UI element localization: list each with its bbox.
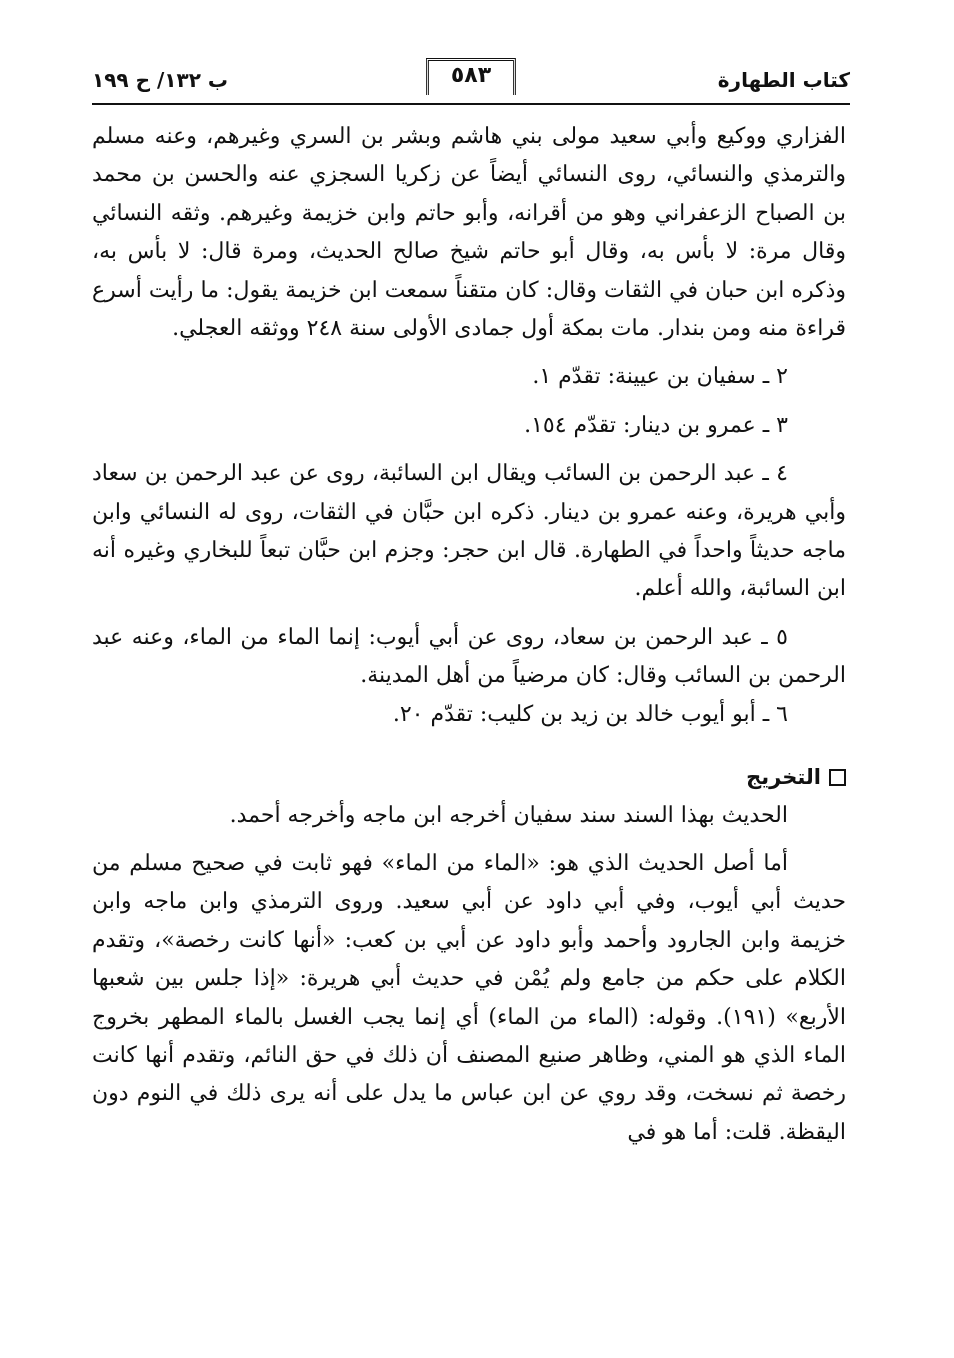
paragraph-narrator-bio: الفزاري ووكيع وأبي سعيد مولى بني هاشم وبشر بن السري وغيرهم، وعنه مسلم والترمذي والنسائي، روى النسائي أيضاً عن زكريا السجزي عنه والحسن بن محمد بن الصباح الزعفراني وهو من أقرانه، وأبو حاتم وابن خزيمة وغيرهم. وثقه النسائي وقال مرة: لا بأس به، وقال أبو حاتم شيخ صالح الحديث، ومرة قال: لا بأس به، وذكره ابن حبان في الثقات وقال: كان متقناً سمعت ابن خزيمة يقول: ما رأيت أسرع قراءة منه ومن بندار. مات بمكة أول جمادى الأولى سنة ٢٤٨ ووثقه العجلي. <box>92 124 846 342</box>
page-number: ٥٨٣ <box>426 58 516 95</box>
page-body <box>92 118 846 1152</box>
header-rule <box>92 103 850 105</box>
narrator-item-2: ٢ ـ سفيان بن عيينة: تقدّم ١. <box>532 364 788 390</box>
narrator-item-4: ٤ ـ عبد الرحمن بن السائب ويقال ابن السائبة، روى عن عبد الرحمن بن سعاد وأبي هريرة، وعنه عمرو بن دينار. ذكره ابن حبَّان في الثقات، روى له النسائي وابن ماجه حديثاً واحداً في الطهارة. قال ابن حجر: وجزم ابن حبَّان تبعاً للبخاري وغيره أنه ابن السائبة، والله أعلم. <box>92 461 846 602</box>
book-title: كتاب الطهارة <box>717 68 850 92</box>
narrator-item-3: ٣ ـ عمرو بن دينار: تقدّم ١٥٤. <box>524 412 788 438</box>
section-heading-label: التخريج <box>746 765 821 790</box>
section-heading <box>92 758 846 796</box>
paragraph-takhrij-1: الحديث بهذا السند سند سفيان أخرجه ابن ماجه وأخرجه أحمد. <box>229 802 788 828</box>
chapter-reference: ب ١٣٢/ ح ١٩٩ <box>92 68 228 92</box>
paragraph-takhrij-2: أما أصل الحديث الذي هو: «الماء من الماء» فهو ثابت في صحيح مسلم من حديث أبي أيوب، وفي أبي داود عن أبي سعيد. وروى الترمذي وابن ماجه وابن خزيمة وابن الجارود وأحمد وأبو داود عن أبي بن كعب: «أنها كانت رخصة»، وتقدم الكلام على حكم من جامع ولم يُمْن في حديث أبي هريرة: «إذا جلس بين شعبها الأربع» (١٩١). وقوله: (الماء من الماء) أي إنما يجب الغسل بالماء المطهر بخروج الماء الذي هو المني، وظاهر صنيع المصنف أن ذلك في حق النائم، وتقدم أنها كانت رخصة ثم نسخت، وقد روي عن ابن عباس ما يدل على أنه يرى ذلك في النوم دون اليقظة. قلت: أما هو في <box>92 850 846 1145</box>
narrator-item-6: ٦ ـ أبو أيوب خالد بن زيد بن كليب: تقدّم ٢٠. <box>392 701 788 727</box>
checkbox-square-icon <box>829 769 846 786</box>
page-header <box>92 56 850 102</box>
narrator-item-5: ٥ ـ عبد الرحمن بن سعاد، روى عن أبي أيوب: إنما الماء من الماء، وعنه عبد الرحمن بن السائب وقال: كان مرضياً من أهل المدينة. <box>92 624 846 689</box>
